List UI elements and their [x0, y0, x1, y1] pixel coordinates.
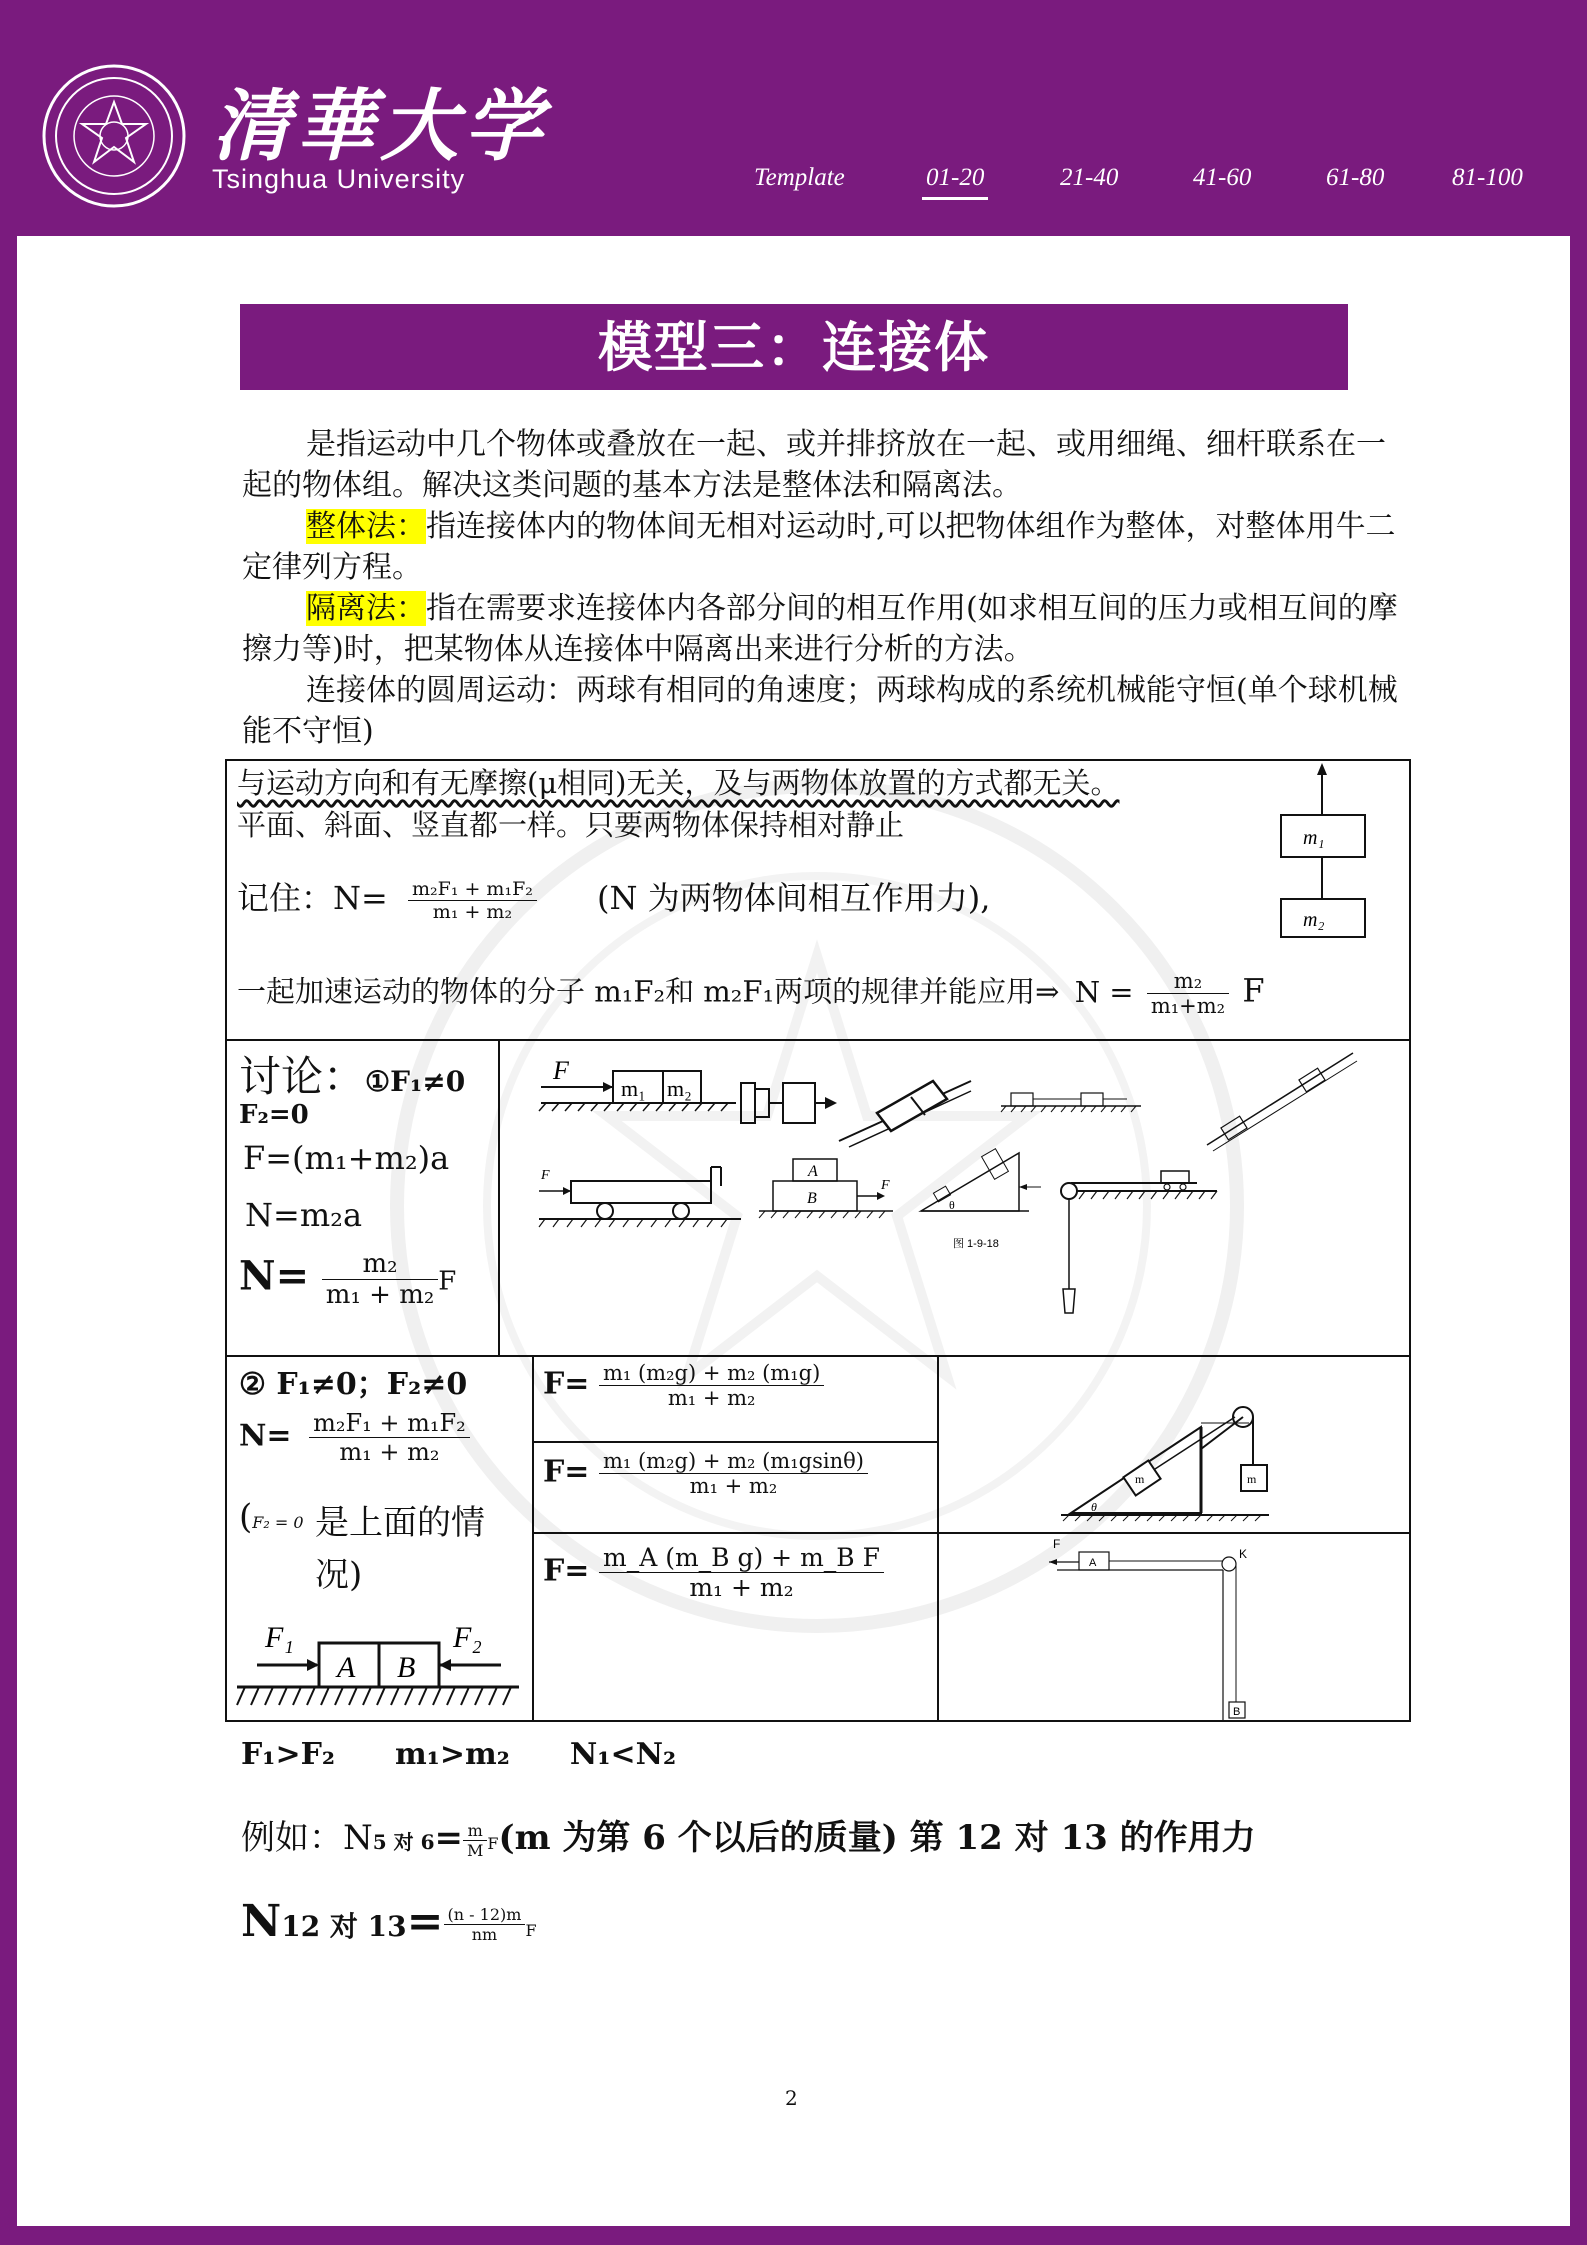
- f3-numerator: m_A (m_B g) + m_B F: [599, 1543, 884, 1573]
- discuss-title-text: 讨论：: [239, 1052, 366, 1101]
- n-formula-f: F: [1242, 971, 1265, 1010]
- ab-f2-label: F₂: [453, 1621, 482, 1654]
- box1-line1: 与运动方向和有无摩擦(μ相同)无关，及与两物体放置的方式都无关。: [237, 766, 1120, 800]
- nav-81-100[interactable]: 81-100: [1452, 164, 1523, 191]
- fig7-a-label: A: [808, 1163, 818, 1180]
- case2-title: ② F₁≠0；F₂≠0: [239, 1367, 468, 1402]
- discuss-title: [239, 1044, 465, 1104]
- whole-method-paragraph: [242, 506, 1410, 588]
- f1-formula: [543, 1361, 824, 1410]
- isolation-method-label: 隔离法：: [306, 591, 426, 626]
- university-seal-icon: [40, 62, 188, 210]
- box1-line4: [237, 969, 1265, 1018]
- remember-note: (N 为两物体间相互作用力),: [597, 879, 991, 917]
- whole-method-label: 整体法：: [306, 509, 426, 544]
- table-b-label: B: [1233, 1706, 1241, 1718]
- stack-m2-label: m₂: [1303, 909, 1325, 931]
- eq-n-fraction: [239, 1249, 456, 1310]
- nav-template[interactable]: Template: [754, 164, 845, 191]
- f1-numerator: m₁ (m₂g) + m₂ (m₁g): [599, 1361, 824, 1386]
- nav-41-60[interactable]: 41-60: [1193, 164, 1252, 191]
- eq-n-denominator: m₁ + m₂: [325, 1280, 435, 1310]
- n12-f: F: [525, 1921, 537, 1940]
- discussion-figures: [501, 1041, 1407, 1353]
- case2-note-sub: F₂ = 0: [252, 1513, 304, 1532]
- f3-label: F=: [543, 1553, 590, 1589]
- remember-formula: [237, 873, 990, 923]
- example-f: F: [487, 1834, 499, 1853]
- fig1-m1: m₁: [621, 1076, 646, 1101]
- case1-label: ①F₁≠0: [365, 1065, 466, 1098]
- n-formula-numerator: m₂: [1147, 969, 1229, 994]
- remember-numerator: m₂F₁ + m₁F₂: [408, 878, 537, 901]
- nav-21-40[interactable]: 21-40: [1060, 164, 1119, 191]
- example-label: 例如：N: [241, 1818, 373, 1858]
- case2-n-label: N=: [239, 1418, 292, 1454]
- remember-fraction: [408, 878, 537, 923]
- ab-blocks-figure: [235, 1621, 525, 1713]
- eq-n-m2a: N=m₂a: [245, 1196, 363, 1234]
- circular-motion-paragraph: 连接体的圆周运动：两球有相同的角速度；两球构成的系统机械能守恒(单个球机械能不守恒): [242, 673, 1398, 749]
- box1-line2: 平面、斜面、竖直都一样。只要两物体保持相对静止: [237, 808, 905, 842]
- n12-denominator: nm: [471, 1925, 498, 1944]
- nav-01-20[interactable]: 01-20: [926, 164, 985, 191]
- f1-denominator: m₁ + m₂: [667, 1386, 756, 1410]
- eq-n-label: N=: [239, 1252, 310, 1300]
- case2-n-denominator: m₁ + m₂: [339, 1438, 440, 1466]
- example-frac: [463, 1821, 487, 1860]
- eq-f-total: F=(m₁+m₂)a: [243, 1139, 450, 1177]
- stack-m1-label: m₁: [1303, 827, 1325, 849]
- f2-formula: [543, 1449, 868, 1498]
- n12-frac: [444, 1905, 526, 1944]
- isolation-method-paragraph: [242, 588, 1410, 670]
- whole-method-text: 指连接体内的物体间无相对运动时,可以把物体组作为整体，对整体用牛二定律列方程。: [242, 509, 1396, 585]
- n12-line: [241, 1896, 537, 1947]
- case1b-label: F₂=0: [239, 1100, 309, 1130]
- incline-m-label: m: [1135, 1472, 1145, 1486]
- f3-denominator: m₁ + m₂: [689, 1573, 794, 1602]
- formula-table: [225, 759, 1411, 1722]
- box1-line4-text: 一起加速运动的物体的分子 m₁F₂和 m₂F₁两项的规律并能应用⇒: [237, 974, 1060, 1009]
- top-nav: [740, 164, 1560, 204]
- table-f-label: F: [1053, 1537, 1061, 1551]
- table-a-label: A: [1089, 1557, 1097, 1569]
- logo-chinese: 清華大学: [212, 81, 549, 172]
- f3-frac: [599, 1543, 884, 1602]
- eq-n-frac: [322, 1249, 438, 1310]
- case2-note-open: (: [239, 1497, 253, 1537]
- n-formula-label: N =: [1074, 974, 1134, 1009]
- fig8-caption: 图 1-9-18: [953, 1238, 999, 1250]
- case2-n-frac: [309, 1409, 470, 1466]
- f2-frac: [599, 1449, 868, 1498]
- remember-label: 记住：N=: [237, 879, 388, 917]
- n-formula-denominator: m₁+m₂: [1150, 994, 1226, 1018]
- fig1-m2: m₂: [667, 1076, 692, 1101]
- incline-theta: θ: [1091, 1500, 1097, 1514]
- table-pulley-figure: [939, 1534, 1409, 1720]
- f2-label: F=: [543, 1454, 590, 1490]
- eq-n-f: F: [438, 1266, 457, 1297]
- example-numerator: m: [463, 1821, 487, 1841]
- f2-denominator: m₁ + m₂: [689, 1474, 778, 1498]
- f1-label: F=: [543, 1366, 590, 1402]
- f3-formula: [543, 1543, 884, 1602]
- case2-n-numerator: m₂F₁ + m₁F₂: [309, 1409, 470, 1438]
- ab-a-label: A: [337, 1651, 356, 1684]
- eq-n-numerator: m₂: [322, 1249, 438, 1280]
- fig7-b-label: B: [807, 1190, 817, 1207]
- page: [17, 236, 1570, 2226]
- example-line: [241, 1810, 1256, 1860]
- page-title: 模型三：连接体: [240, 304, 1348, 390]
- f2-numerator: m₁ (m₂g) + m₂ (m₁gsinθ): [599, 1449, 868, 1474]
- relation-line: F₁>F₂ m₁>m₂ N₁<N₂: [241, 1737, 677, 1772]
- n12-subscript: 12 对 13: [281, 1910, 407, 1943]
- f1-frac: [599, 1361, 824, 1410]
- logo-english: Tsinghua University: [212, 164, 466, 194]
- example-note: (m 为第 6 个以后的质量) 第 12 对 13 的作用力: [498, 1818, 1256, 1858]
- fig6-f-label: F: [541, 1168, 550, 1183]
- stacked-blocks-figure: [1279, 761, 1379, 943]
- nav-61-80[interactable]: 61-80: [1326, 164, 1385, 191]
- example-equals: =: [434, 1818, 464, 1858]
- intro-paragraph: 是指运动中几个物体或叠放在一起、或并排挤放在一起、或用细绳、细杆联系在一起的物体组。解决这类问题的基本方法是整体法和隔离法。: [242, 427, 1386, 503]
- fig7-f-label: F: [881, 1178, 890, 1193]
- hanging-m-label: m: [1247, 1472, 1257, 1486]
- incline-pulley-figure: [939, 1357, 1409, 1531]
- ab-f1-label: F₁: [265, 1621, 294, 1654]
- fig8-theta: θ: [949, 1198, 955, 1212]
- isolation-method-text: 指在需要求连接体内各部分间的相互作用(如求相互间的压力或相互间的摩擦力等)时，把某物体从连接体中隔离出来进行分析的方法。: [242, 591, 1398, 667]
- case2-note-line1: [239, 1497, 304, 1537]
- page-number: 2: [785, 2086, 798, 2110]
- example-subscript: 5 对 6: [372, 1830, 435, 1854]
- ab-b-label: B: [397, 1651, 416, 1684]
- case2-n-formula: [239, 1409, 470, 1466]
- example-denominator: M: [467, 1840, 484, 1860]
- header: [0, 0, 1587, 236]
- n12-numerator: (n - 12)m: [444, 1905, 526, 1925]
- fig1-f-label: F: [553, 1056, 569, 1085]
- table-k-label: K: [1239, 1547, 1248, 1561]
- n12-equals: =: [406, 1896, 444, 1947]
- n12-label: N: [241, 1896, 282, 1947]
- case2-note-text: 是上面的情况): [315, 1503, 485, 1595]
- n-formula-fraction: [1147, 969, 1229, 1018]
- remember-denominator: m₁ + m₂: [432, 901, 513, 923]
